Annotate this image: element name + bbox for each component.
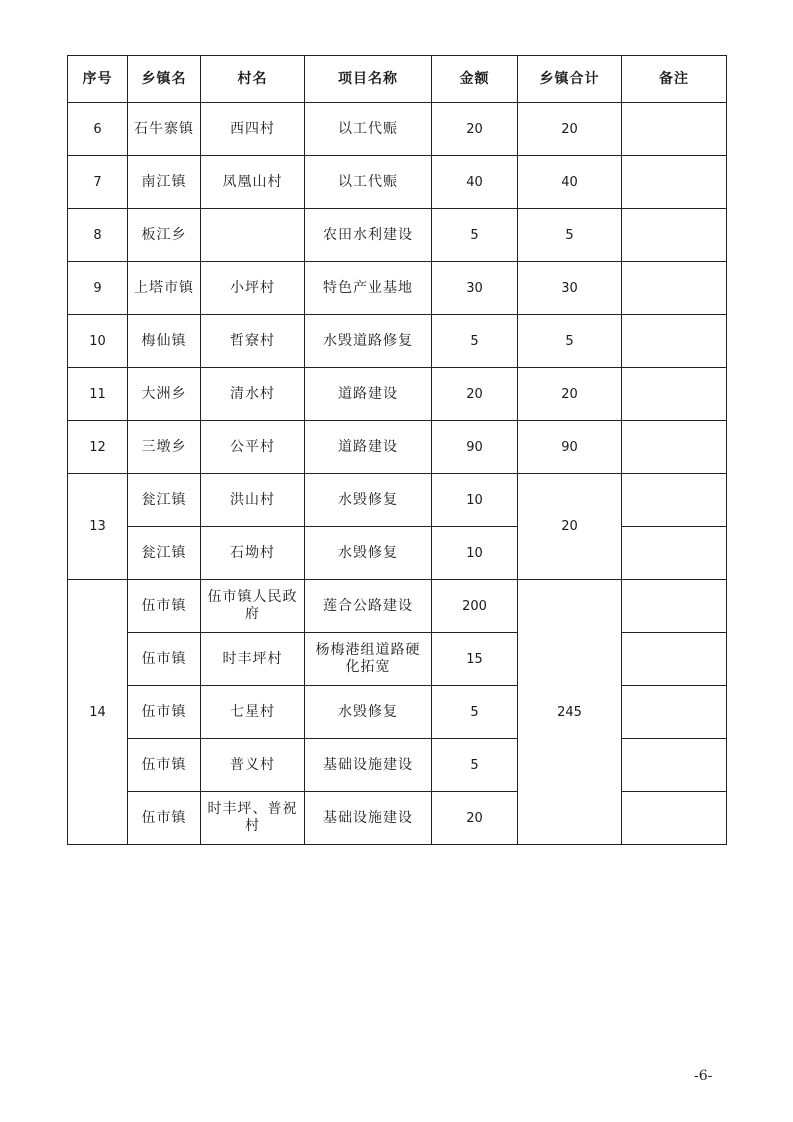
cell-village: 时丰坪、普祝村 — [201, 792, 305, 845]
cell-village: 伍市镇人民政府 — [201, 580, 305, 633]
cell-township-total: 245 — [518, 580, 622, 845]
header-township-total: 乡镇合计 — [518, 56, 622, 103]
cell-township: 三墩乡 — [128, 421, 201, 474]
cell-project: 基础设施建设 — [305, 792, 432, 845]
cell-township-total: 20 — [518, 474, 622, 580]
cell-township: 板江乡 — [128, 209, 201, 262]
cell-seq: 14 — [68, 580, 128, 845]
cell-remark — [622, 421, 727, 474]
cell-project: 以工代赈 — [305, 103, 432, 156]
cell-seq: 6 — [68, 103, 128, 156]
header-seq: 序号 — [68, 56, 128, 103]
cell-village: 七星村 — [201, 686, 305, 739]
cell-township-total: 90 — [518, 421, 622, 474]
cell-township-total: 5 — [518, 315, 622, 368]
cell-project: 杨梅港组道路硬化拓宽 — [305, 633, 432, 686]
cell-project: 莲合公路建设 — [305, 580, 432, 633]
header-project: 项目名称 — [305, 56, 432, 103]
header-remark: 备注 — [622, 56, 727, 103]
cell-remark — [622, 156, 727, 209]
cell-project: 水毁修复 — [305, 527, 432, 580]
cell-amount: 30 — [432, 262, 518, 315]
cell-remark — [622, 739, 727, 792]
cell-project: 特色产业基地 — [305, 262, 432, 315]
cell-township-total: 20 — [518, 368, 622, 421]
cell-village: 石坳村 — [201, 527, 305, 580]
cell-township: 伍市镇 — [128, 739, 201, 792]
cell-remark — [622, 792, 727, 845]
cell-amount: 5 — [432, 209, 518, 262]
table-row — [68, 262, 727, 315]
cell-amount: 20 — [432, 792, 518, 845]
cell-seq: 13 — [68, 474, 128, 580]
cell-remark — [622, 633, 727, 686]
table-row — [68, 474, 727, 527]
table-row — [68, 103, 727, 156]
cell-village: 凤凰山村 — [201, 156, 305, 209]
cell-township: 南江镇 — [128, 156, 201, 209]
cell-village: 西四村 — [201, 103, 305, 156]
cell-township-total: 5 — [518, 209, 622, 262]
cell-remark — [622, 686, 727, 739]
header-township: 乡镇名 — [128, 56, 201, 103]
cell-township-total: 20 — [518, 103, 622, 156]
table-row — [68, 633, 727, 686]
cell-project: 水毁修复 — [305, 686, 432, 739]
cell-project: 道路建设 — [305, 421, 432, 474]
cell-seq: 10 — [68, 315, 128, 368]
cell-amount: 40 — [432, 156, 518, 209]
cell-project: 道路建设 — [305, 368, 432, 421]
table-row — [68, 156, 727, 209]
table-row — [68, 315, 727, 368]
cell-seq: 8 — [68, 209, 128, 262]
cell-township: 伍市镇 — [128, 686, 201, 739]
cell-project: 基础设施建设 — [305, 739, 432, 792]
table-row — [68, 209, 727, 262]
cell-project: 农田水利建设 — [305, 209, 432, 262]
cell-amount: 90 — [432, 421, 518, 474]
cell-seq: 12 — [68, 421, 128, 474]
cell-amount: 20 — [432, 103, 518, 156]
cell-township: 上塔市镇 — [128, 262, 201, 315]
cell-seq: 9 — [68, 262, 128, 315]
cell-township: 伍市镇 — [128, 633, 201, 686]
table-row — [68, 527, 727, 580]
cell-township: 瓮江镇 — [128, 527, 201, 580]
table-row — [68, 739, 727, 792]
cell-township-total: 30 — [518, 262, 622, 315]
cell-seq: 11 — [68, 368, 128, 421]
cell-township: 石牛寨镇 — [128, 103, 201, 156]
table-row — [68, 368, 727, 421]
table-row — [68, 580, 727, 633]
cell-project: 水毁修复 — [305, 474, 432, 527]
page-number: -6- — [694, 1068, 713, 1084]
cell-village: 公平村 — [201, 421, 305, 474]
cell-village: 哲寮村 — [201, 315, 305, 368]
header-village: 村名 — [201, 56, 305, 103]
table-row — [68, 421, 727, 474]
cell-amount: 10 — [432, 527, 518, 580]
cell-remark — [622, 527, 727, 580]
cell-village: 时丰坪村 — [201, 633, 305, 686]
cell-remark — [622, 368, 727, 421]
cell-village — [201, 209, 305, 262]
cell-township: 伍市镇 — [128, 580, 201, 633]
table-header-row — [68, 56, 727, 103]
cell-village: 洪山村 — [201, 474, 305, 527]
table-row — [68, 686, 727, 739]
cell-remark — [622, 209, 727, 262]
cell-amount: 15 — [432, 633, 518, 686]
cell-township: 伍市镇 — [128, 792, 201, 845]
cell-remark — [622, 474, 727, 527]
cell-village: 普义村 — [201, 739, 305, 792]
cell-remark — [622, 580, 727, 633]
table-row — [68, 792, 727, 845]
cell-project: 水毁道路修复 — [305, 315, 432, 368]
cell-township-total: 40 — [518, 156, 622, 209]
cell-village: 小坪村 — [201, 262, 305, 315]
cell-remark — [622, 262, 727, 315]
cell-amount: 5 — [432, 686, 518, 739]
header-amount: 金额 — [432, 56, 518, 103]
cell-remark — [622, 103, 727, 156]
project-fund-table — [67, 55, 727, 845]
cell-amount: 200 — [432, 580, 518, 633]
cell-project: 以工代赈 — [305, 156, 432, 209]
cell-remark — [622, 315, 727, 368]
cell-amount: 20 — [432, 368, 518, 421]
cell-township: 大洲乡 — [128, 368, 201, 421]
cell-township: 瓮江镇 — [128, 474, 201, 527]
cell-village: 清水村 — [201, 368, 305, 421]
cell-amount: 5 — [432, 315, 518, 368]
cell-seq: 7 — [68, 156, 128, 209]
cell-amount: 5 — [432, 739, 518, 792]
cell-amount: 10 — [432, 474, 518, 527]
cell-township: 梅仙镇 — [128, 315, 201, 368]
